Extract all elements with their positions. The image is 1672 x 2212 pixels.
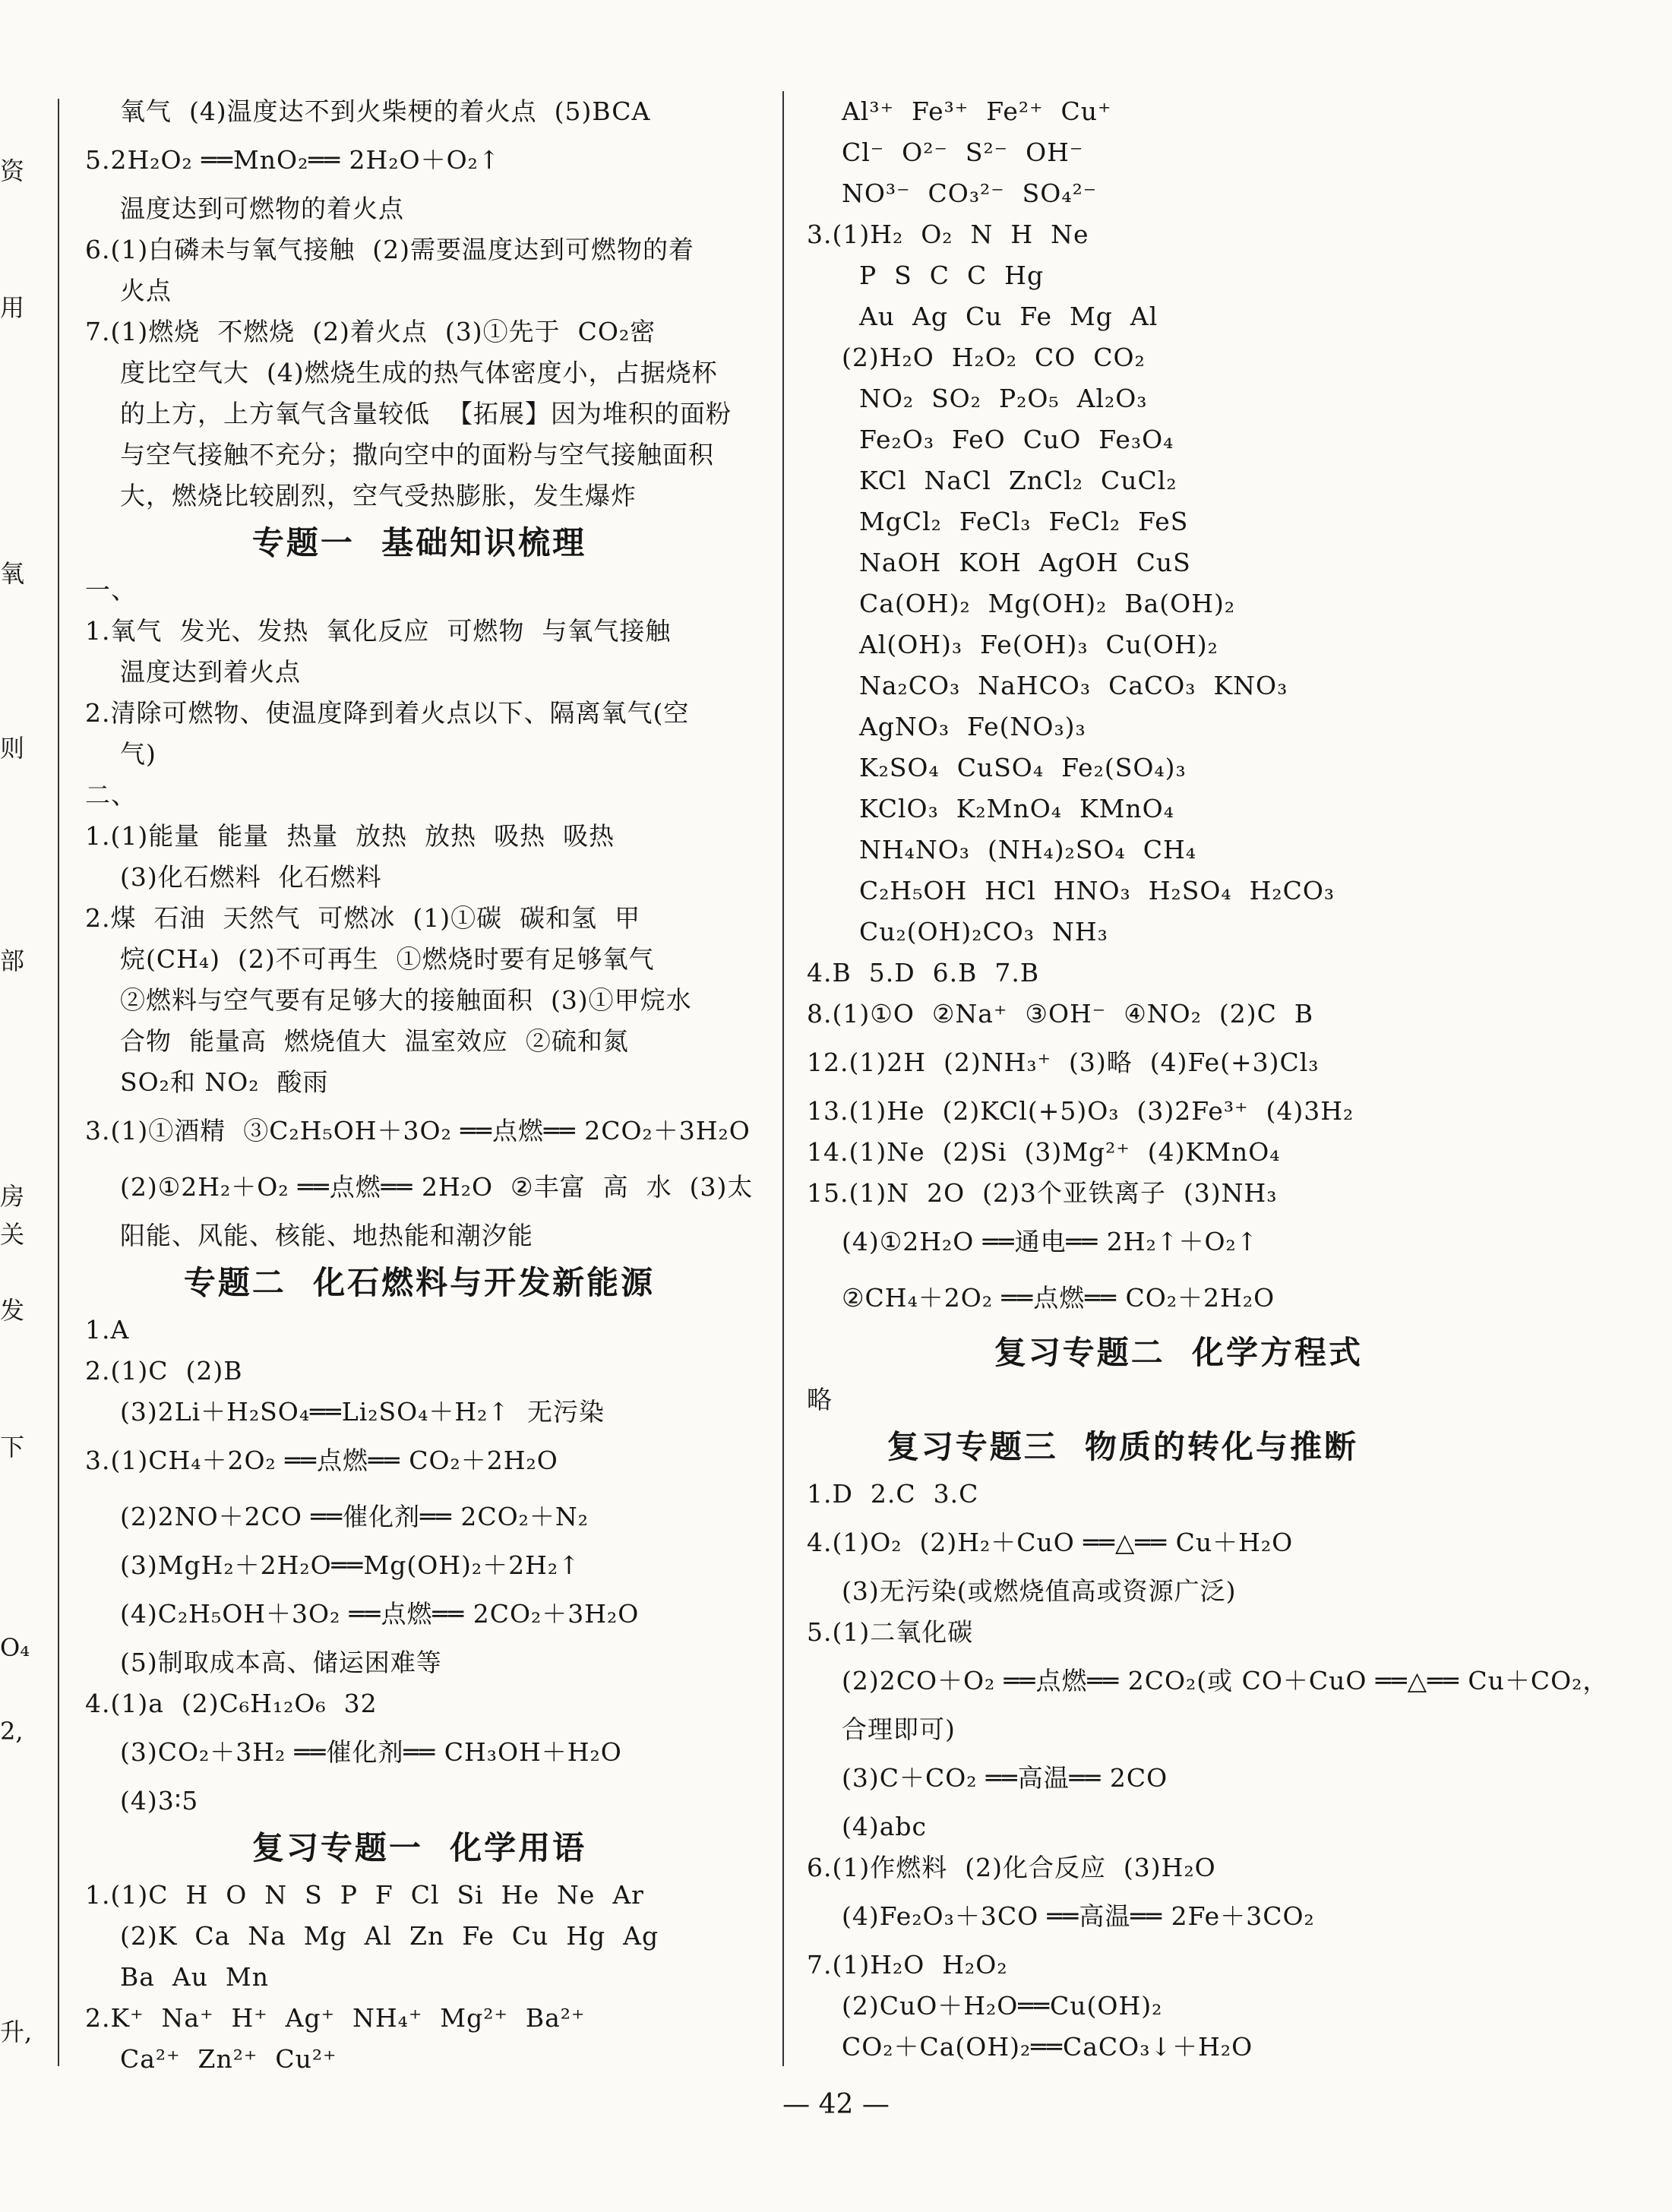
right-answer-line: MgCl₂ FeCl₃ FeCl₂ FeS bbox=[807, 507, 1189, 536]
left-answer-line: (2)2NO＋2CO ══催化剂══ 2CO₂＋N₂ bbox=[85, 1502, 589, 1531]
page-number: — 42 — bbox=[782, 2089, 890, 2120]
right-answer-line: 7.(1)H₂O H₂O₂ bbox=[807, 1950, 1008, 1980]
right-answer-line: 4.B 5.D 6.B 7.B bbox=[807, 958, 1040, 988]
left-answer-line: (5)制取成本高、储运困难等 bbox=[85, 1648, 442, 1677]
left-answer-line: 2.煤 石油 天然气 可燃冰 (1)①碳 碳和氢 甲 bbox=[85, 903, 641, 933]
right-answer-line: Au Ag Cu Fe Mg Al bbox=[807, 302, 1158, 331]
right-answer-line: K₂SO₄ CuSO₄ Fe₂(SO₄)₃ bbox=[807, 753, 1187, 782]
left-answer-line: (3)化石燃料 化石燃料 bbox=[85, 862, 382, 892]
cropped-margin-fragment: 2, bbox=[0, 1717, 24, 1746]
right-answer-line: 4.(1)O₂ (2)H₂＋CuO ══△══ Cu＋H₂O bbox=[807, 1528, 1294, 1557]
right-answer-line: Al(OH)₃ Fe(OH)₃ Cu(OH)₂ bbox=[807, 630, 1218, 659]
right-answer-line: Cl⁻ O²⁻ S²⁻ OH⁻ bbox=[807, 137, 1084, 167]
left-margin-rule bbox=[58, 99, 59, 2066]
left-answer-line: 火点 bbox=[85, 276, 172, 305]
left-answer-line: 2.(1)C (2)B bbox=[85, 1356, 243, 1386]
left-answer-line: 3.(1)CH₄＋2O₂ ══点燃══ CO₂＋2H₂O bbox=[85, 1446, 558, 1475]
right-answer-line: 13.(1)He (2)KCl(+5)O₃ (3)2Fe³⁺ (4)3H₂ bbox=[807, 1096, 1354, 1126]
left-answer-line: 烷(CH₄) (2)不可再生 ①燃烧时要有足够氧气 bbox=[85, 944, 655, 974]
cropped-margin-fragment: O₄ bbox=[0, 1633, 30, 1662]
left-answer-line: 气) bbox=[85, 739, 156, 769]
left-answer-line: 温度达到着火点 bbox=[85, 657, 301, 687]
right-answer-line: NO³⁻ CO₃²⁻ SO₄²⁻ bbox=[807, 179, 1098, 208]
right-answer-line: 合理即可) bbox=[807, 1714, 956, 1744]
right-answer-line: Fe₂O₃ FeO CuO Fe₃O₄ bbox=[807, 425, 1174, 454]
right-answer-line: (2)H₂O H₂O₂ CO CO₂ bbox=[807, 343, 1146, 372]
right-section-heading: 复习专题二 化学方程式 bbox=[807, 1334, 1363, 1371]
right-answer-line: 12.(1)2H (2)NH₃⁺ (3)略 (4)Fe(+3)Cl₃ bbox=[807, 1048, 1320, 1077]
right-answer-line: ②CH₄＋2O₂ ══点燃══ CO₂＋2H₂O bbox=[807, 1283, 1275, 1313]
right-answer-line: (3)无污染(或燃烧值高或资源广泛) bbox=[807, 1576, 1237, 1606]
cropped-margin-fragment: 则 bbox=[0, 734, 25, 763]
left-answer-line: Ba Au Mn bbox=[85, 1962, 269, 1992]
cropped-margin-fragment: 下 bbox=[0, 1433, 25, 1462]
right-answer-line: AgNO₃ Fe(NO₃)₃ bbox=[807, 712, 1086, 741]
left-answer-line: 二、 bbox=[85, 780, 137, 810]
left-answer-line: 一、 bbox=[85, 575, 137, 605]
left-answer-line: 1.氧气 发光、发热 氧化反应 可燃物 与氧气接触 bbox=[85, 616, 672, 646]
right-answer-line: P S C C Hg bbox=[807, 261, 1045, 290]
cropped-margin-fragment: 关 bbox=[0, 1220, 25, 1249]
left-answer-line: ②燃料与空气要有足够大的接触面积 (3)①甲烷水 bbox=[85, 985, 692, 1015]
cropped-margin-fragment: 发 bbox=[0, 1296, 25, 1325]
left-answer-line: 2.K⁺ Na⁺ H⁺ Ag⁺ NH₄⁺ Mg²⁺ Ba²⁺ bbox=[85, 2003, 586, 2033]
right-section-heading: 复习专题三 物质的转化与推断 bbox=[807, 1428, 1358, 1465]
left-answer-line: 5.2H₂O₂ ══MnO₂══ 2H₂O＋O₂↑ bbox=[85, 145, 501, 175]
left-answer-line: (3)2Li＋H₂SO₄══Li₂SO₄＋H₂↑ 无污染 bbox=[85, 1397, 605, 1427]
left-answer-line: 2.清除可燃物、使温度降到着火点以下、隔离氧气(空 bbox=[85, 698, 690, 728]
left-answer-line: 4.(1)a (2)C₆H₁₂O₆ 32 bbox=[85, 1689, 378, 1718]
left-answer-line: (3)MgH₂＋2H₂O══Mg(OH)₂＋2H₂↑ bbox=[85, 1550, 580, 1580]
right-answer-line: Cu₂(OH)₂CO₃ NH₃ bbox=[807, 917, 1108, 946]
left-answer-line: (3)CO₂＋3H₂ ══催化剂══ CH₃OH＋H₂O bbox=[85, 1737, 622, 1767]
right-answer-line: 8.(1)①O ②Na⁺ ③OH⁻ ④NO₂ (2)C B bbox=[807, 999, 1314, 1029]
right-answer-column bbox=[807, 91, 1627, 2068]
left-answer-line: (4)3∶5 bbox=[85, 1786, 199, 1815]
right-answer-line: 5.(1)二氧化碳 bbox=[807, 1617, 974, 1647]
left-answer-line: Ca²⁺ Zn²⁺ Cu²⁺ bbox=[85, 2044, 337, 2074]
right-answer-line: (3)C＋CO₂ ══高温══ 2CO bbox=[807, 1763, 1168, 1793]
right-answer-line: NO₂ SO₂ P₂O₅ Al₂O₃ bbox=[807, 384, 1148, 413]
left-answer-line: SO₂和 NO₂ 酸雨 bbox=[85, 1067, 329, 1097]
left-section-heading: 复习专题一 化学用语 bbox=[251, 1829, 587, 1866]
left-answer-line: 阳能、风能、核能、地热能和潮汐能 bbox=[85, 1221, 533, 1250]
left-answer-line: 温度达到可燃物的着火点 bbox=[85, 194, 404, 223]
right-answer-line: 15.(1)N 2O (2)3个亚铁离子 (3)NH₃ bbox=[807, 1178, 1278, 1208]
right-answer-line: (4)Fe₂O₃＋3CO ══高温══ 2Fe＋3CO₂ bbox=[807, 1901, 1315, 1931]
right-answer-line: CO₂＋Ca(OH)₂══CaCO₃↓＋H₂O bbox=[807, 2032, 1253, 2062]
left-answer-line: 3.(1)①酒精 ③C₂H₅OH＋3O₂ ══点燃══ 2CO₂＋3H₂O bbox=[85, 1116, 751, 1146]
left-answer-line: 氧气 (4)温度达不到火柴梗的着火点 (5)BCA bbox=[85, 96, 651, 126]
right-answer-line: KClO₃ K₂MnO₄ KMnO₄ bbox=[807, 794, 1174, 823]
left-section-heading: 专题一 基础知识梳理 bbox=[251, 524, 587, 561]
left-answer-line: 与空气接触不充分；撒向空中的面粉与空气接触面积 bbox=[85, 440, 714, 469]
right-answer-line: KCl NaCl ZnCl₂ CuCl₂ bbox=[807, 466, 1177, 495]
right-answer-line: (2)CuO＋H₂O══Cu(OH)₂ bbox=[807, 1991, 1163, 2021]
cropped-margin-fragment: 房 bbox=[0, 1182, 25, 1211]
left-answer-line: (2)K Ca Na Mg Al Zn Fe Cu Hg Ag bbox=[85, 1921, 659, 1951]
right-answer-line: 14.(1)Ne (2)Si (3)Mg²⁺ (4)KMnO₄ bbox=[807, 1137, 1281, 1167]
left-answer-column bbox=[85, 91, 754, 2080]
right-answer-line: Al³⁺ Fe³⁺ Fe²⁺ Cu⁺ bbox=[807, 96, 1112, 126]
right-answer-line: (4)①2H₂O ══通电══ 2H₂↑＋O₂↑ bbox=[807, 1227, 1259, 1256]
left-answer-line: 合物 能量高 燃烧值大 温室效应 ②硫和氮 bbox=[85, 1026, 629, 1056]
right-answer-line: 6.(1)作燃料 (2)化合反应 (3)H₂O bbox=[807, 1853, 1216, 1882]
left-answer-line: (4)C₂H₅OH＋3O₂ ══点燃══ 2CO₂＋3H₂O bbox=[85, 1599, 640, 1629]
left-answer-line: 7.(1)燃烧 不燃烧 (2)着火点 (3)①先于 CO₂密 bbox=[85, 317, 656, 346]
left-answer-line: 度比空气大 (4)燃烧生成的热气体密度小，占据烧杯 bbox=[85, 358, 718, 387]
right-answer-line: NaOH KOH AgOH CuS bbox=[807, 548, 1191, 577]
left-section-heading: 专题二 化石燃料与开发新能源 bbox=[183, 1264, 656, 1301]
left-answer-line: 的上方，上方氧气含量较低 【拓展】因为堆积的面粉 bbox=[85, 399, 732, 428]
cropped-margin-fragment: 升, bbox=[0, 2018, 33, 2046]
cropped-margin-fragment: 部 bbox=[0, 946, 25, 975]
right-answer-line: C₂H₅OH HCl HNO₃ H₂SO₄ H₂CO₃ bbox=[807, 876, 1335, 905]
cropped-margin-fragment: 资 bbox=[0, 156, 25, 185]
right-answer-line: NH₄NO₃ (NH₄)₂SO₄ CH₄ bbox=[807, 835, 1196, 864]
right-answer-line: 3.(1)H₂ O₂ N H Ne bbox=[807, 220, 1089, 249]
right-answer-line: (2)2CO＋O₂ ══点燃══ 2CO₂(或 CO＋CuO ══△══ Cu＋CO₂， bbox=[807, 1666, 1609, 1695]
left-answer-line: 大，燃烧比较剧烈，空气受热膨胀，发生爆炸 bbox=[85, 481, 637, 510]
cropped-margin-fragment: 氧 bbox=[0, 559, 25, 588]
right-answer-line: Na₂CO₃ NaHCO₃ CaCO₃ KNO₃ bbox=[807, 671, 1288, 700]
left-answer-line: (2)①2H₂＋O₂ ══点燃══ 2H₂O ②丰富 高 水 (3)太 bbox=[85, 1172, 754, 1202]
left-answer-line: 1.(1)C H O N S P F Cl Si He Ne Ar bbox=[85, 1880, 644, 1910]
cropped-margin-fragment: 用 bbox=[0, 293, 25, 322]
center-column-rule bbox=[782, 91, 784, 2066]
right-answer-line: Ca(OH)₂ Mg(OH)₂ Ba(OH)₂ bbox=[807, 589, 1236, 618]
right-answer-line: 1.D 2.C 3.C bbox=[807, 1479, 979, 1509]
left-answer-line: 1.(1)能量 能量 热量 放热 放热 吸热 吸热 bbox=[85, 821, 615, 851]
right-answer-line: (4)abc bbox=[807, 1812, 927, 1841]
left-answer-line: 6.(1)白磷未与氧气接触 (2)需要温度达到可燃物的着 bbox=[85, 235, 694, 264]
right-answer-line: 略 bbox=[807, 1385, 833, 1414]
left-answer-line: 1.A bbox=[85, 1315, 130, 1345]
